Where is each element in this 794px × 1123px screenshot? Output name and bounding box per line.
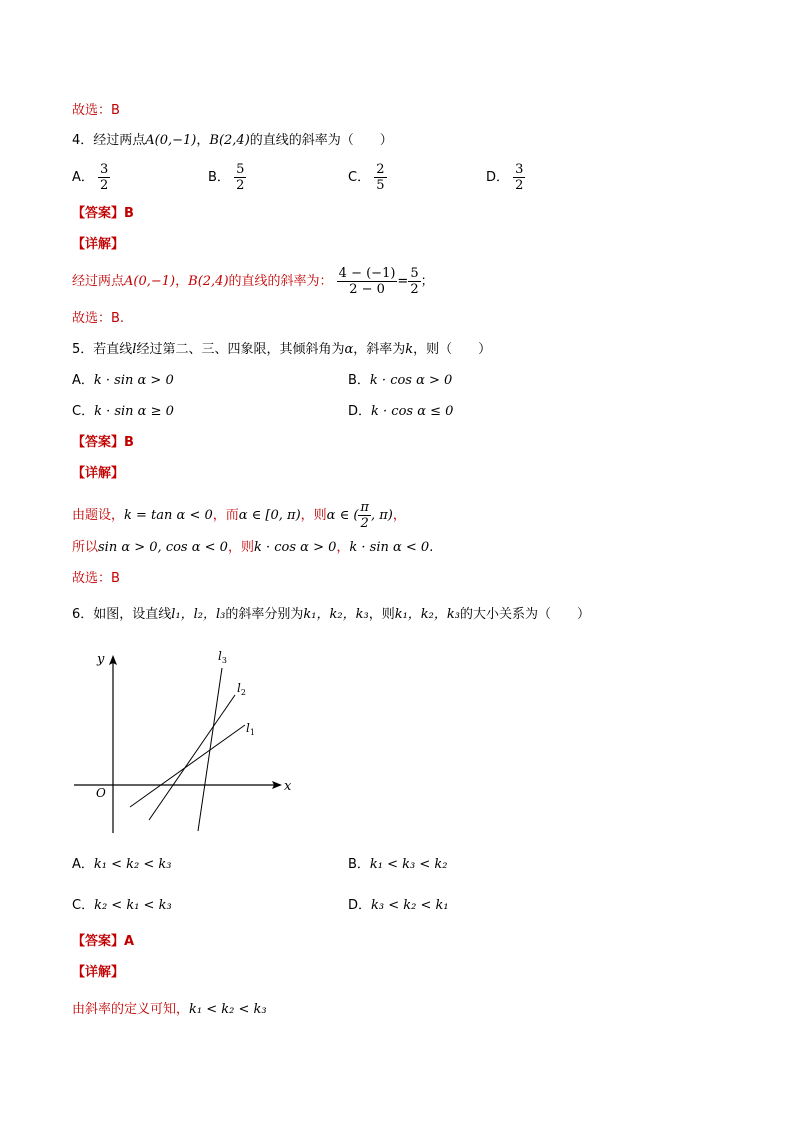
q4-detail-pre: 经过两点: [72, 274, 125, 289]
q6-stem-tail: 的大小关系为（ ）: [459, 607, 590, 622]
q4-slope-fraction: [337, 266, 398, 297]
q4-detail-point-a: A(0,−1): [124, 274, 176, 289]
q5-option-c: [72, 403, 174, 421]
q5-d1-end: ，: [392, 508, 406, 523]
q5-stem: [72, 341, 491, 359]
q6-stem-pre: 6．如图，设直线: [72, 607, 172, 622]
q4-detail-point-b: B(2,4): [188, 274, 229, 289]
q4-point-b: B(2,4): [209, 133, 250, 148]
fraction-denominator: 2: [358, 515, 371, 531]
label-l2: [237, 681, 246, 697]
label-l1-sub: 1: [249, 728, 255, 737]
q5-d2-expr3: k · sin α < 0: [349, 540, 430, 555]
line-l1: [130, 725, 245, 807]
q4-point-a: A(0,−1): [145, 133, 197, 148]
q6-option-c: [72, 897, 172, 915]
option-expression: k · cos α ≤ 0: [371, 404, 454, 419]
q4-option-c: [348, 162, 387, 193]
option-fraction: [374, 162, 386, 193]
option-expression: k · sin α ≥ 0: [94, 404, 174, 419]
option-label: C．: [72, 898, 95, 913]
option-label: B．: [348, 373, 370, 388]
fraction-numerator: 2: [376, 162, 385, 177]
q4-stem: [72, 132, 393, 150]
q4-sep: ，: [196, 133, 210, 148]
q6-stem-ks: k₁，k₂，k₃: [303, 607, 369, 622]
option-label: B．: [208, 170, 230, 185]
q5-answer: 【答案】B: [72, 435, 134, 450]
fraction-numerator: 4 − (−1): [338, 266, 396, 281]
x-axis-label: x: [284, 779, 292, 794]
q5-option-a: [72, 372, 174, 390]
q4-option-b: [208, 162, 246, 193]
fraction-denominator: 5: [376, 178, 385, 193]
fraction-denominator: 2 − 0: [337, 281, 398, 297]
option-label: B．: [348, 857, 370, 872]
option-expression: k · sin α > 0: [93, 373, 174, 388]
q6-stem: [72, 606, 590, 624]
q6-answer: 【答案】A: [72, 934, 135, 949]
q4-detail-mid: 的直线的斜率为：: [228, 274, 333, 289]
option-label: D．: [486, 170, 510, 185]
option-label: A．: [72, 373, 94, 388]
option-label: A．: [72, 857, 94, 872]
q5-k-symbol: k: [405, 342, 414, 357]
q6-stem-mid: 的斜率分别为: [225, 607, 304, 622]
label-l2-letter: l: [237, 681, 241, 695]
q4-detail: [72, 266, 434, 297]
q5-detail-line2: [72, 539, 433, 557]
q6-stem-mid2: ，则: [368, 607, 395, 622]
q6-detail: [72, 1001, 267, 1019]
q5-option-d: [348, 403, 453, 421]
q4-detail-end: ；: [420, 274, 434, 289]
q4-conclusion: 故选：B.: [72, 311, 125, 326]
option-fraction: [513, 162, 525, 193]
q4-answer: 【答案】B: [72, 206, 134, 221]
q5-stem-mid: 经过第二、三、四象限，其倾斜角为: [136, 342, 345, 357]
q5-option-b: [348, 372, 452, 390]
q4-stem-text: 4．经过两点: [72, 133, 146, 148]
fraction-numerator: π: [360, 500, 369, 515]
fraction-denominator: 2: [236, 178, 245, 193]
option-expression: k · cos α > 0: [369, 373, 453, 388]
option-expression: k₁ < k₃ < k₂: [369, 857, 448, 872]
q5-d1-mid2: ，则: [300, 508, 327, 523]
fraction-numerator: 3: [515, 162, 524, 177]
q6-detail-pre: 由斜率的定义可知，: [72, 1002, 190, 1017]
q4-option-d: [486, 162, 525, 193]
option-label: C．: [348, 170, 371, 185]
q6-option-a: [72, 856, 172, 874]
q5-d2-pre: 所以: [72, 540, 99, 555]
equals-sign: =: [397, 274, 409, 289]
q5-alpha-symbol: α: [344, 342, 354, 357]
q5-pi-over-2: [358, 500, 371, 531]
option-expression: k₁ < k₂ < k₃: [93, 857, 172, 872]
q4-detail-sep: ，: [175, 274, 189, 289]
q5-d1-expr3-pre: α ∈ (: [326, 508, 359, 523]
fraction-denominator: 2: [515, 178, 524, 193]
q5-d1-expr2: α ∈ [0, π): [238, 508, 301, 523]
fraction-numerator: 3: [100, 162, 109, 177]
label-l1-letter: l: [246, 721, 250, 735]
q5-d2-end: .: [429, 540, 434, 555]
q5-stem-tail: ，则（ ）: [413, 342, 492, 357]
q6-detail-label: 【详解】: [72, 965, 125, 980]
fraction-denominator: 2: [100, 178, 109, 193]
origin-label: O: [96, 786, 106, 800]
q4-stem-tail: 的直线的斜率为（ ）: [249, 133, 393, 148]
option-expression: k₂ < k₁ < k₃: [94, 898, 172, 913]
q5-d1-expr3-post: , π): [370, 508, 393, 523]
label-l3-sub: 3: [221, 656, 227, 665]
option-label: D．: [348, 898, 372, 913]
line-l3: [198, 668, 222, 831]
q5-detail-line1: [72, 500, 406, 531]
slope-diagram: [70, 645, 310, 840]
label-l1: [246, 721, 255, 737]
option-fraction: [234, 162, 246, 193]
q6-detail-expr: k₁ < k₂ < k₃: [189, 1002, 267, 1017]
q5-stem-mid2: ，斜率为: [353, 342, 406, 357]
q6-option-d: [348, 897, 449, 915]
q5-d1-mid: ，而: [212, 508, 239, 523]
q3-conclusion: 故选：B: [72, 103, 120, 118]
q4-result-fraction: [408, 266, 420, 297]
line-l2: [149, 695, 235, 820]
q6-stem-lines: l₁，l₂，l₃: [171, 607, 226, 622]
q5-d2-expr2: k · cos α > 0: [253, 540, 337, 555]
q5-stem-pre: 5．若直线: [72, 342, 133, 357]
fraction-numerator: 5: [236, 162, 245, 177]
option-fraction: [98, 162, 110, 193]
fraction-numerator: 5: [410, 266, 419, 281]
q5-d1-expr1: k = tan α < 0: [124, 508, 213, 523]
q6-option-b: [348, 856, 448, 874]
q5-d2-sep: ，: [336, 540, 350, 555]
label-l3: [218, 649, 227, 665]
option-label: D．: [348, 404, 372, 419]
option-expression: k₃ < k₂ < k₁: [371, 898, 449, 913]
y-axis-label: y: [97, 652, 105, 667]
label-l2-sub: 2: [240, 688, 246, 697]
label-l3-letter: l: [218, 649, 222, 663]
q5-conclusion: 故选：B: [72, 571, 120, 586]
q5-line-symbol: l: [132, 342, 137, 357]
q5-d1-pre: 由题设，: [72, 508, 125, 523]
q4-option-a: [72, 162, 110, 193]
option-label: C．: [72, 404, 95, 419]
q6-stem-ks2: k₁，k₂，k₃: [394, 607, 460, 622]
option-label: A．: [72, 170, 94, 185]
q5-d2-mid: ，则: [227, 540, 254, 555]
q5-detail-label: 【详解】: [72, 466, 125, 481]
q4-detail-label: 【详解】: [72, 237, 125, 252]
q5-d2-expr1: sin α > 0, cos α < 0: [98, 540, 228, 555]
fraction-denominator: 2: [410, 282, 419, 297]
